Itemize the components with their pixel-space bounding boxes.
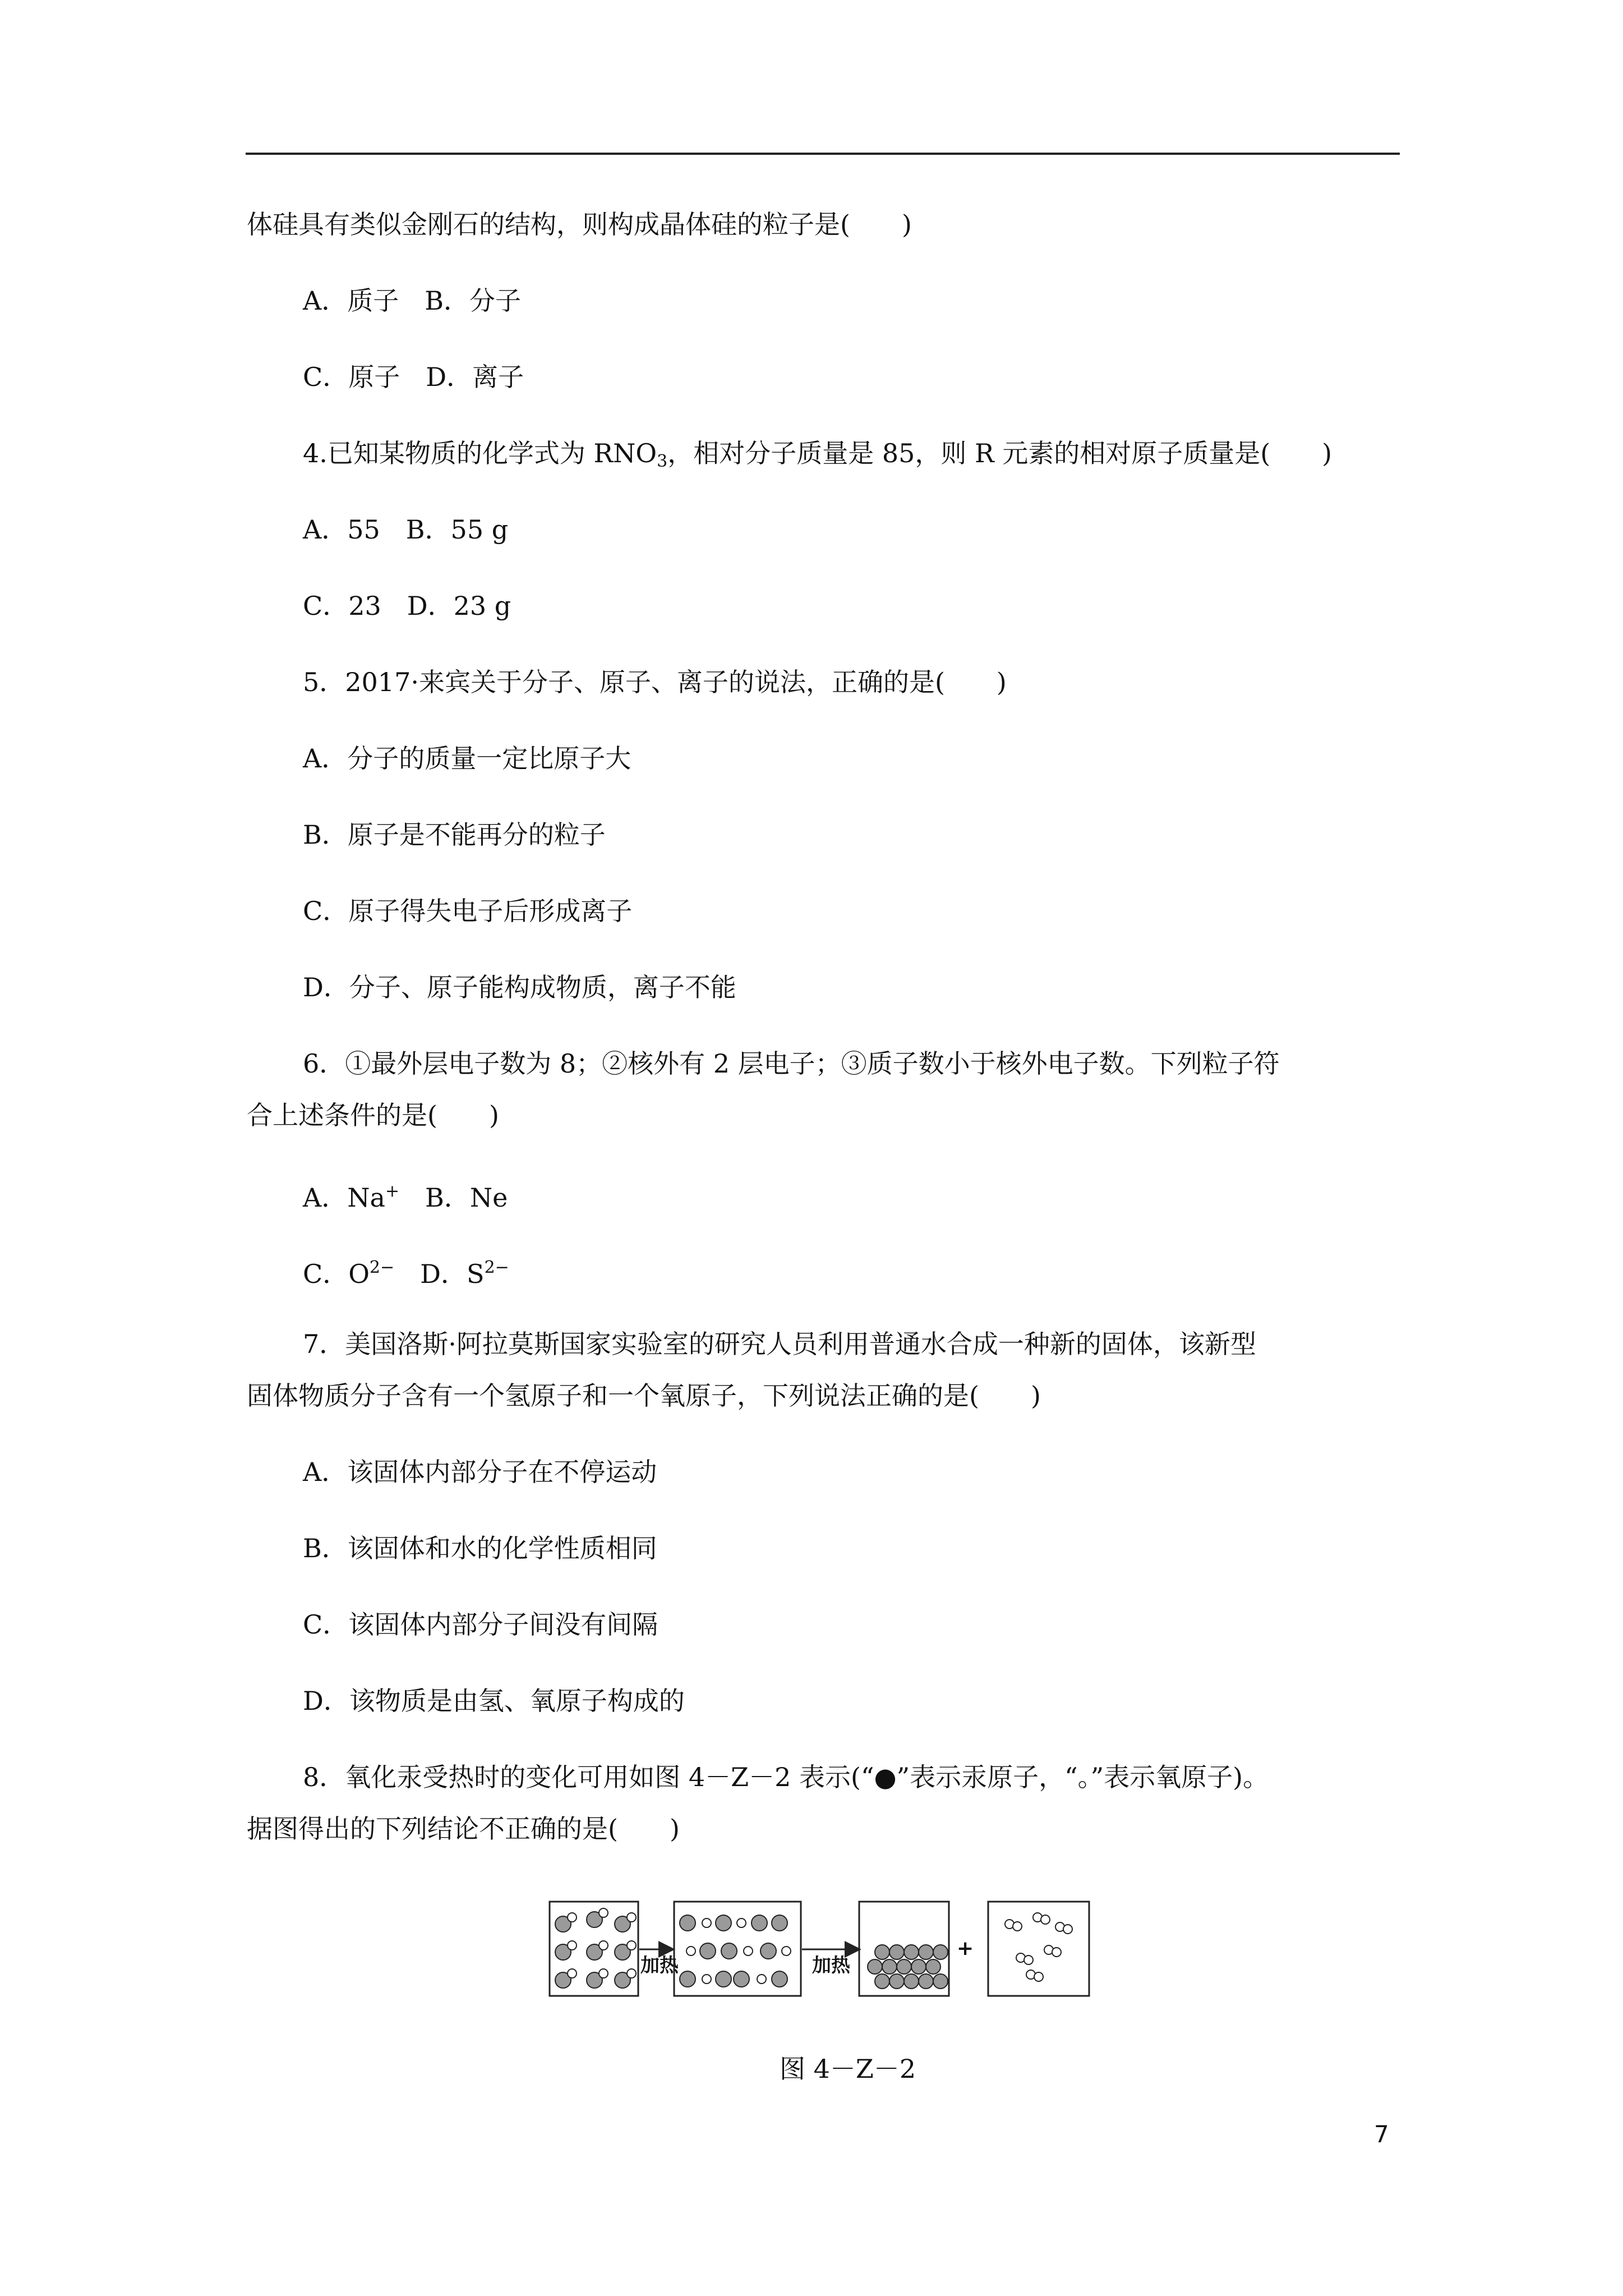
mercury-atom bbox=[772, 1915, 787, 1931]
q6-option-a: A．Na bbox=[303, 1182, 385, 1213]
mercury-atom bbox=[875, 1974, 889, 1989]
mercury-atom bbox=[751, 1915, 767, 1931]
mercury-atom bbox=[721, 1943, 737, 1959]
q3-option-cd: C．原子 D．离子 bbox=[303, 362, 524, 392]
q6-option-c-charge: 2− bbox=[369, 1258, 395, 1277]
figure-caption: 图 4－Z－2 bbox=[780, 2054, 916, 2084]
mercury-atom bbox=[919, 1945, 933, 1959]
mercury-oxide-heating-figure bbox=[544, 1896, 1150, 2010]
q5-stem: 5．2017·来宾关于分子、原子、离子的说法，正确的是( ) bbox=[303, 667, 1007, 697]
mercury-atom bbox=[904, 1974, 919, 1989]
oxygen-atom bbox=[568, 1913, 577, 1922]
q6-option-a-charge: + bbox=[385, 1181, 400, 1201]
oxygen-atom bbox=[599, 1941, 608, 1950]
separated-atoms bbox=[680, 1915, 791, 1987]
q6-option-d: D．S bbox=[394, 1259, 485, 1289]
q7-option-b: B．该固体和水的化学性质相同 bbox=[303, 1533, 657, 1563]
mercury-atom bbox=[875, 1945, 889, 1959]
q6-option-ab bbox=[303, 1176, 508, 1213]
q3-option-ab: A．质子 B．分子 bbox=[303, 286, 522, 316]
q4-stem-subscript: 3 bbox=[657, 452, 668, 471]
oxygen-atom bbox=[782, 1947, 791, 1955]
oxygen-atom bbox=[1063, 1925, 1072, 1934]
arrow-2-label: 加热 bbox=[812, 1954, 850, 1977]
q3-stem: 体硅具有类似金刚石的结构，则构成晶体硅的粒子是( ) bbox=[247, 209, 912, 240]
q4-stem bbox=[303, 438, 1332, 477]
mercury-atom bbox=[700, 1943, 716, 1959]
figure-svg bbox=[544, 1896, 1150, 2008]
oxygen-atom bbox=[1041, 1915, 1050, 1924]
mercury-atom bbox=[882, 1959, 897, 1974]
mercury-atom bbox=[904, 1945, 919, 1959]
q6-option-d-charge: 2− bbox=[484, 1258, 509, 1277]
header-rule bbox=[246, 153, 1400, 155]
q6-stem-line1: 6．①最外层电子数为 8；②核外有 2 层电子；③质子数小于核外电子数。下列粒子符 bbox=[303, 1048, 1280, 1079]
mercury-atom bbox=[716, 1971, 731, 1987]
q6-option-c: C．O bbox=[303, 1259, 370, 1289]
q8-stem-line1: 8．氧化汞受热时的变化可用如图 4－Z－2 表示(“●”表示汞原子，“。”表示氧原子)。 bbox=[303, 1762, 1269, 1792]
oxygen-molecules bbox=[1005, 1913, 1072, 1981]
q4-stem-post: ，相对分子质量是 85，则 R 元素的相对原子质量是( ) bbox=[667, 438, 1332, 468]
q8-stem-line2: 据图得出的下列结论不正确的是( ) bbox=[247, 1814, 680, 1844]
q4-option-ab: A．55 B．55 g bbox=[303, 514, 509, 545]
oxygen-atom bbox=[757, 1975, 766, 1984]
mercury-atom bbox=[734, 1971, 749, 1987]
oxygen-atom bbox=[599, 1969, 608, 1978]
q5-option-b: B．原子是不能再分的粒子 bbox=[303, 820, 606, 850]
mercury-atom bbox=[933, 1974, 948, 1989]
q6-stem-line2: 合上述条件的是( ) bbox=[247, 1100, 499, 1130]
mercury-atom bbox=[680, 1971, 695, 1987]
oxygen-atom bbox=[568, 1941, 577, 1950]
mercury-atom bbox=[897, 1959, 911, 1974]
arrow-1-label: 加热 bbox=[640, 1954, 679, 1977]
mercury-atom bbox=[926, 1959, 940, 1974]
q7-option-d: D．该物质是由氢、氧原子构成的 bbox=[303, 1686, 685, 1716]
oxygen-atom bbox=[686, 1947, 695, 1955]
q7-stem-line1: 7．美国洛斯·阿拉莫斯国家实验室的研究人员利用普通水合成一种新的固体，该新型 bbox=[303, 1329, 1256, 1359]
mercury-atoms bbox=[868, 1945, 948, 1989]
q5-option-c: C．原子得失电子后形成离子 bbox=[303, 896, 633, 926]
q7-stem-line2: 固体物质分子含有一个氢原子和一个氧原子，下列说法正确的是( ) bbox=[247, 1381, 1041, 1411]
oxygen-atom bbox=[1034, 1972, 1043, 1981]
oxygen-atom bbox=[737, 1918, 746, 1927]
oxygen-atom bbox=[627, 1969, 636, 1978]
q6-option-b: B．Ne bbox=[399, 1182, 508, 1213]
oxygen-atom bbox=[627, 1913, 636, 1922]
q5-option-a: A．分子的质量一定比原子大 bbox=[303, 743, 631, 774]
q4-option-cd: C．23 D．23 g bbox=[303, 591, 511, 621]
oxygen-atom bbox=[744, 1947, 753, 1955]
oxygen-atom bbox=[568, 1969, 577, 1978]
mercury-atom bbox=[889, 1974, 904, 1989]
oxygen-atom bbox=[1024, 1955, 1033, 1964]
mercury-atom bbox=[680, 1915, 695, 1931]
oxygen-atom bbox=[702, 1975, 711, 1984]
q7-option-c: C．该固体内部分子间没有间隔 bbox=[303, 1609, 658, 1640]
oxygen-atom bbox=[599, 1908, 608, 1917]
mercury-atom bbox=[772, 1971, 787, 1987]
mercury-atom bbox=[911, 1959, 926, 1974]
q5-option-d: D．分子、原子能构成物质，离子不能 bbox=[303, 972, 736, 1002]
mercury-atom bbox=[716, 1915, 731, 1931]
oxygen-atom bbox=[1052, 1948, 1061, 1957]
oxygen-atom bbox=[627, 1941, 636, 1950]
q4-stem-pre: 4.已知某物质的化学式为 RNO bbox=[303, 438, 657, 468]
mercury-atom bbox=[889, 1945, 904, 1959]
mercury-atom bbox=[868, 1959, 882, 1974]
plus-sign: + bbox=[957, 1937, 974, 1960]
mercury-atom bbox=[919, 1974, 933, 1989]
mercury-atom bbox=[933, 1945, 948, 1959]
mercury-oxide-molecules bbox=[555, 1908, 636, 1988]
q7-option-a: A．该固体内部分子在不停运动 bbox=[303, 1457, 657, 1487]
mercury-atom bbox=[760, 1943, 776, 1959]
q6-option-cd bbox=[303, 1252, 509, 1290]
oxygen-atom bbox=[1013, 1922, 1022, 1931]
oxygen-atom bbox=[702, 1918, 711, 1927]
page-number: 7 bbox=[1374, 2120, 1389, 2148]
